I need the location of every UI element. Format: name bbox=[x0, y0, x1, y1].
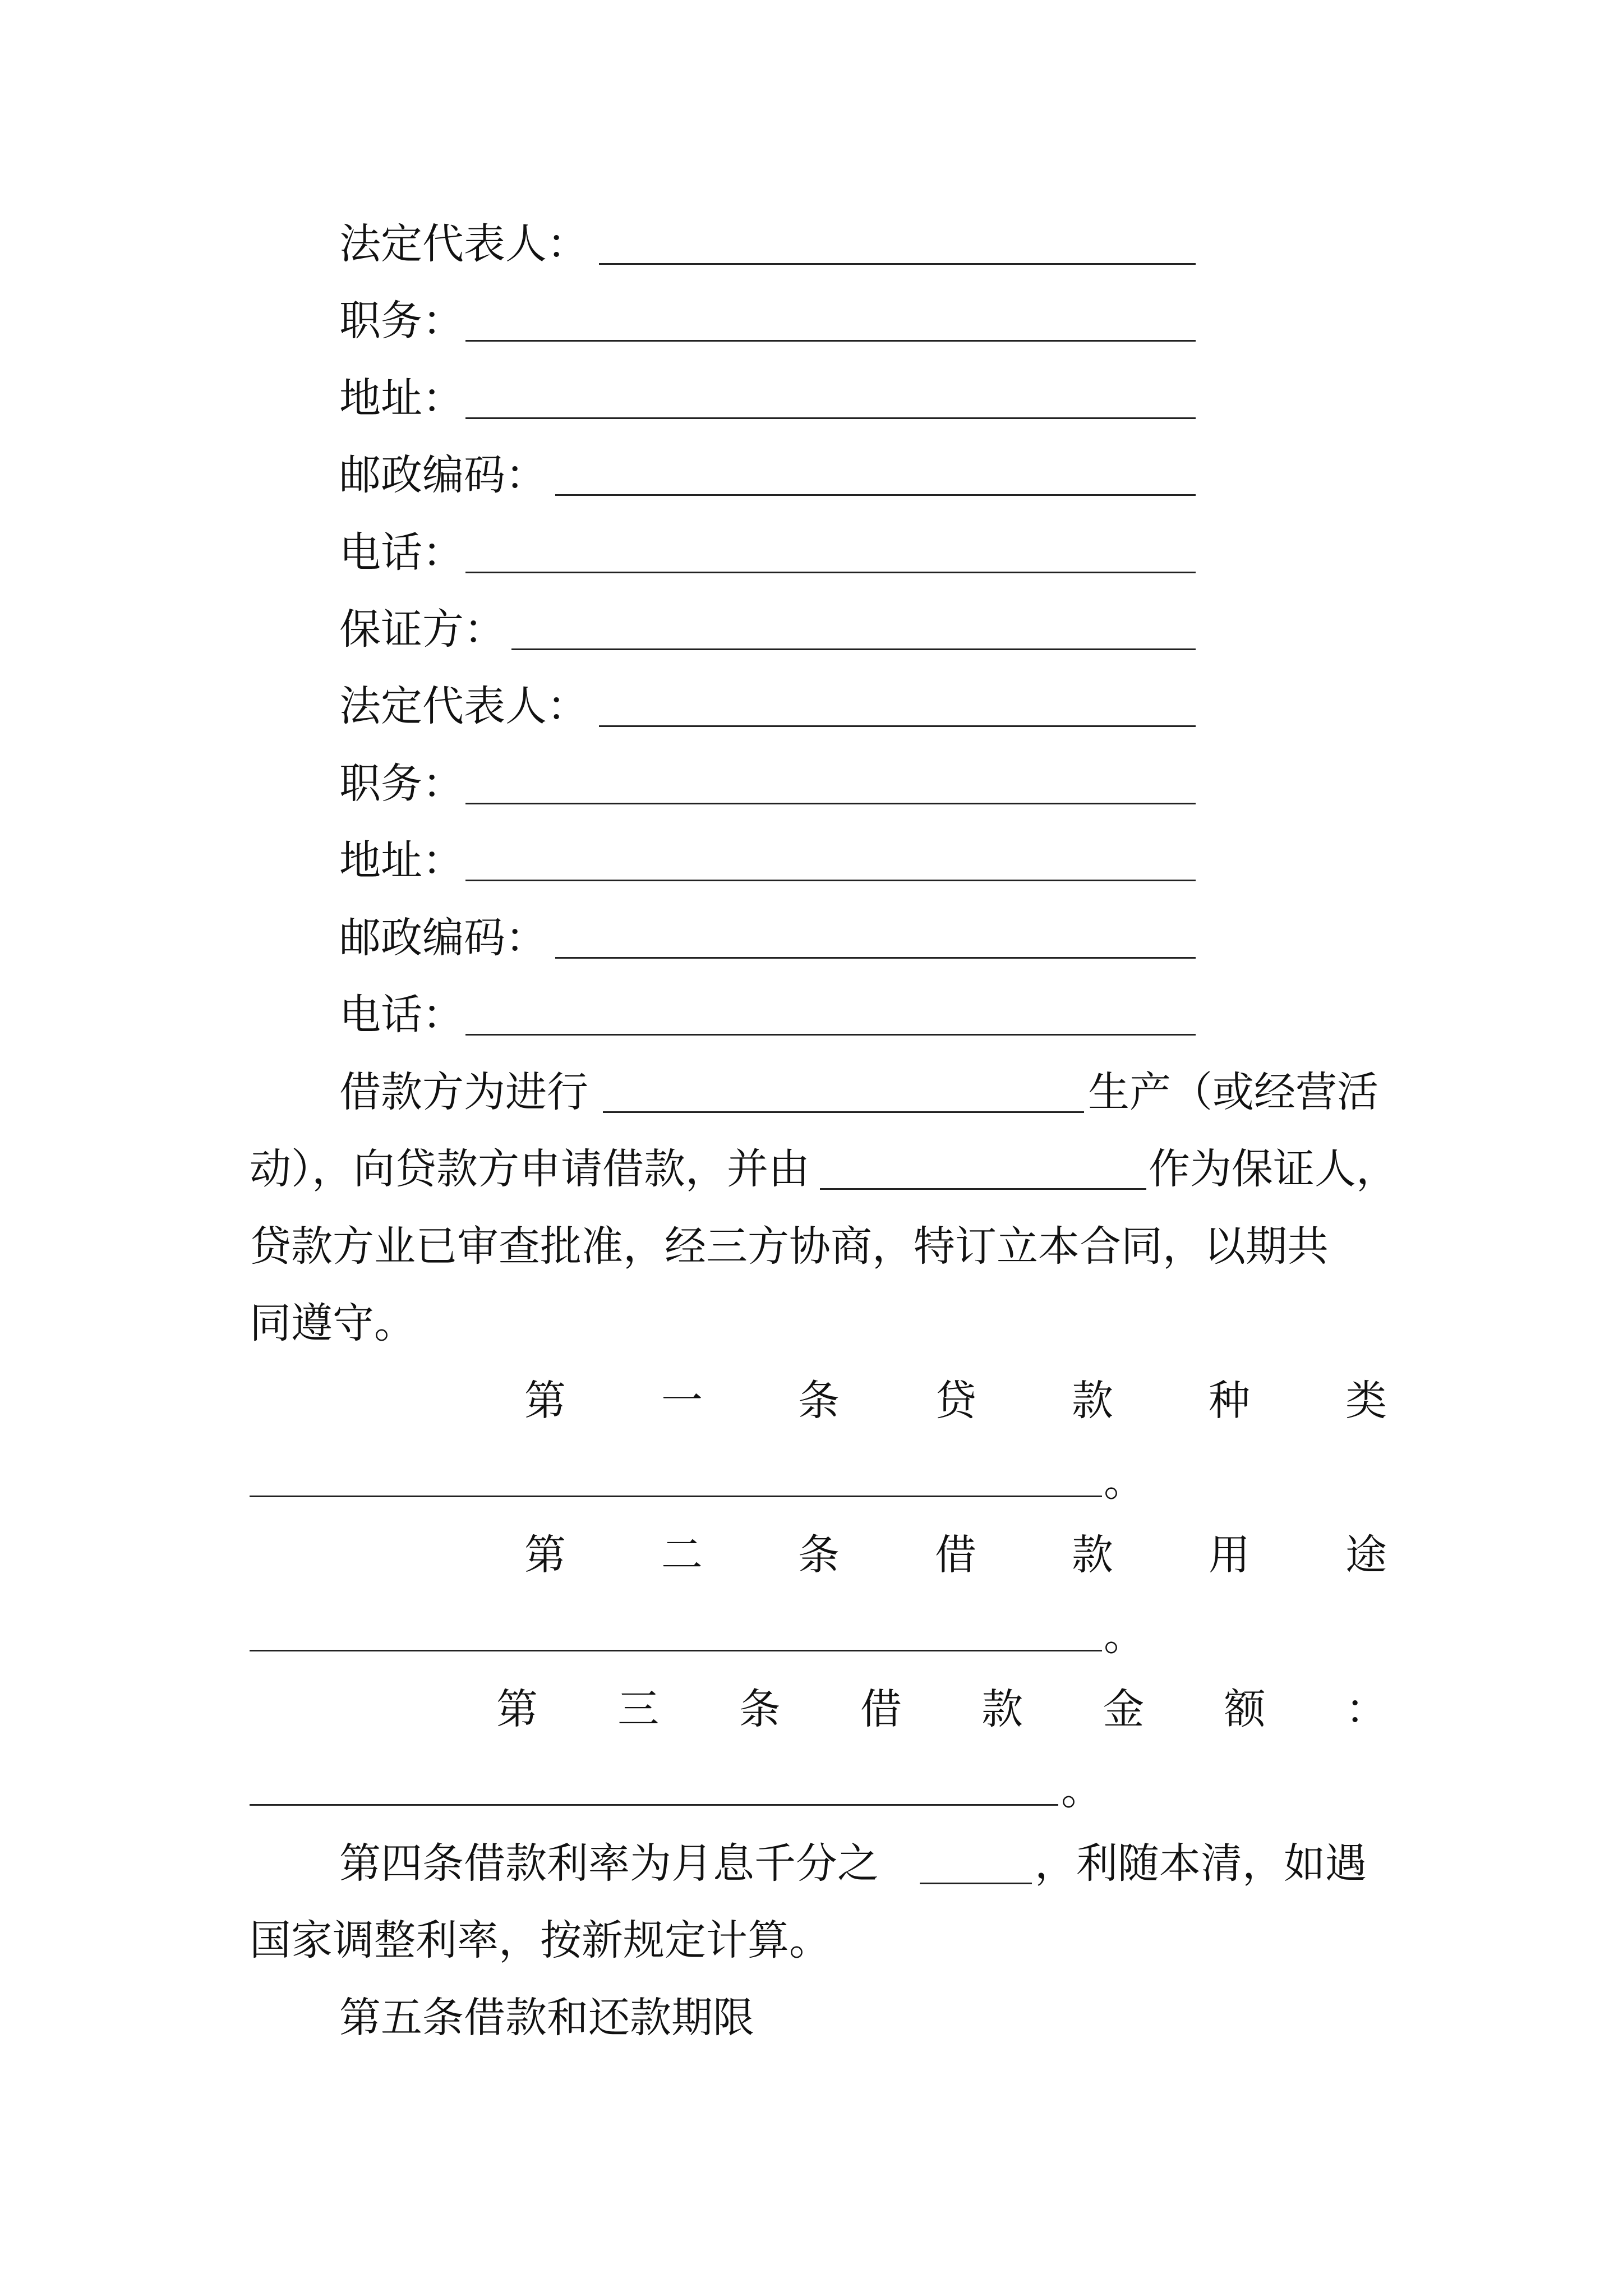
postcode-label-2: 邮政编码： bbox=[339, 914, 547, 962]
article-3-char: ： bbox=[1345, 1685, 1387, 1733]
postcode-blank-2 bbox=[555, 957, 1196, 959]
interest-rate-blank bbox=[920, 1883, 1032, 1884]
article-1-char: 第 bbox=[524, 1377, 566, 1425]
article-3-heading bbox=[496, 1685, 1387, 1733]
loan-amount-blank bbox=[250, 1804, 1058, 1806]
guarantor-name-blank bbox=[820, 1188, 1146, 1190]
intro-line1-end: 生产（或经营活 bbox=[1088, 1068, 1378, 1116]
article-4-end: ，利随本清，如遇 bbox=[1035, 1839, 1367, 1888]
article-2-period: 。 bbox=[1104, 1612, 1145, 1660]
article-1-char: 贷 bbox=[935, 1377, 976, 1425]
postcode-blank-1 bbox=[555, 494, 1196, 496]
article-3-char: 三 bbox=[617, 1685, 660, 1733]
phone-blank-2 bbox=[465, 1034, 1196, 1036]
article-4-line2: 国家调整利率，按新规定计算。 bbox=[250, 1916, 831, 1964]
article-2-heading bbox=[524, 1531, 1387, 1579]
article-2-char: 第 bbox=[524, 1531, 566, 1579]
position-blank-2 bbox=[465, 803, 1196, 804]
article-1-char: 一 bbox=[661, 1377, 703, 1425]
position-label-1: 职务： bbox=[339, 297, 464, 345]
article-3-char: 条 bbox=[739, 1685, 781, 1733]
phone-label-2: 电话： bbox=[339, 991, 464, 1039]
article-1-char: 类 bbox=[1345, 1377, 1387, 1425]
position-blank-1 bbox=[465, 340, 1196, 342]
intro-line3: 贷款方业已审查批准，经三方协商，特订立本合同，以期共 bbox=[250, 1222, 1329, 1271]
intro-line1-start: 借款方为进行 bbox=[339, 1068, 588, 1116]
address-blank-2 bbox=[465, 880, 1196, 881]
article-2-char: 款 bbox=[1072, 1531, 1113, 1579]
loan-purpose-blank bbox=[250, 1650, 1102, 1651]
article-3-char: 金 bbox=[1103, 1685, 1145, 1733]
article-1-char: 种 bbox=[1209, 1377, 1250, 1425]
article-2-char: 途 bbox=[1345, 1531, 1387, 1579]
phone-blank-1 bbox=[465, 572, 1196, 573]
article-1-heading bbox=[524, 1377, 1387, 1425]
article-2-char: 借 bbox=[935, 1531, 976, 1579]
postcode-label-1: 邮政编码： bbox=[339, 451, 547, 499]
address-blank-1 bbox=[465, 417, 1196, 419]
article-1-char: 条 bbox=[798, 1377, 840, 1425]
article-3-char: 额 bbox=[1224, 1685, 1266, 1733]
address-label-1: 地址： bbox=[339, 374, 464, 422]
phone-label-1: 电话： bbox=[339, 528, 464, 577]
legal-rep-blank-2 bbox=[599, 725, 1196, 727]
guarantor-blank bbox=[511, 648, 1196, 650]
article-5-heading: 第五条借款和还款期限 bbox=[339, 1994, 754, 2042]
legal-rep-blank-1 bbox=[599, 263, 1196, 265]
article-1-char: 款 bbox=[1072, 1377, 1113, 1425]
article-2-char: 用 bbox=[1209, 1531, 1250, 1579]
article-2-char: 二 bbox=[661, 1531, 703, 1579]
address-label-2: 地址： bbox=[339, 836, 464, 885]
intro-line2-start: 动），向贷款方申请借款，并由 bbox=[250, 1145, 810, 1193]
article-3-char: 第 bbox=[496, 1685, 538, 1733]
guarantor-label: 保证方： bbox=[339, 605, 505, 654]
legal-rep-label-2: 法定代表人： bbox=[339, 682, 588, 730]
intro-line4: 同遵守。 bbox=[250, 1299, 416, 1347]
article-2-char: 条 bbox=[798, 1531, 840, 1579]
position-label-2: 职务： bbox=[339, 760, 464, 808]
article-3-char: 借 bbox=[860, 1685, 902, 1733]
loan-type-blank bbox=[250, 1496, 1102, 1497]
production-blank bbox=[603, 1111, 1084, 1113]
article-4-start: 第四条借款利率为月息千分之 bbox=[339, 1839, 879, 1888]
intro-line2-end: 作为保证人， bbox=[1149, 1145, 1398, 1193]
article-3-char: 款 bbox=[981, 1685, 1023, 1733]
legal-rep-label-1: 法定代表人： bbox=[339, 220, 588, 268]
article-3-period: 。 bbox=[1061, 1766, 1103, 1814]
article-1-period: 。 bbox=[1104, 1457, 1145, 1506]
